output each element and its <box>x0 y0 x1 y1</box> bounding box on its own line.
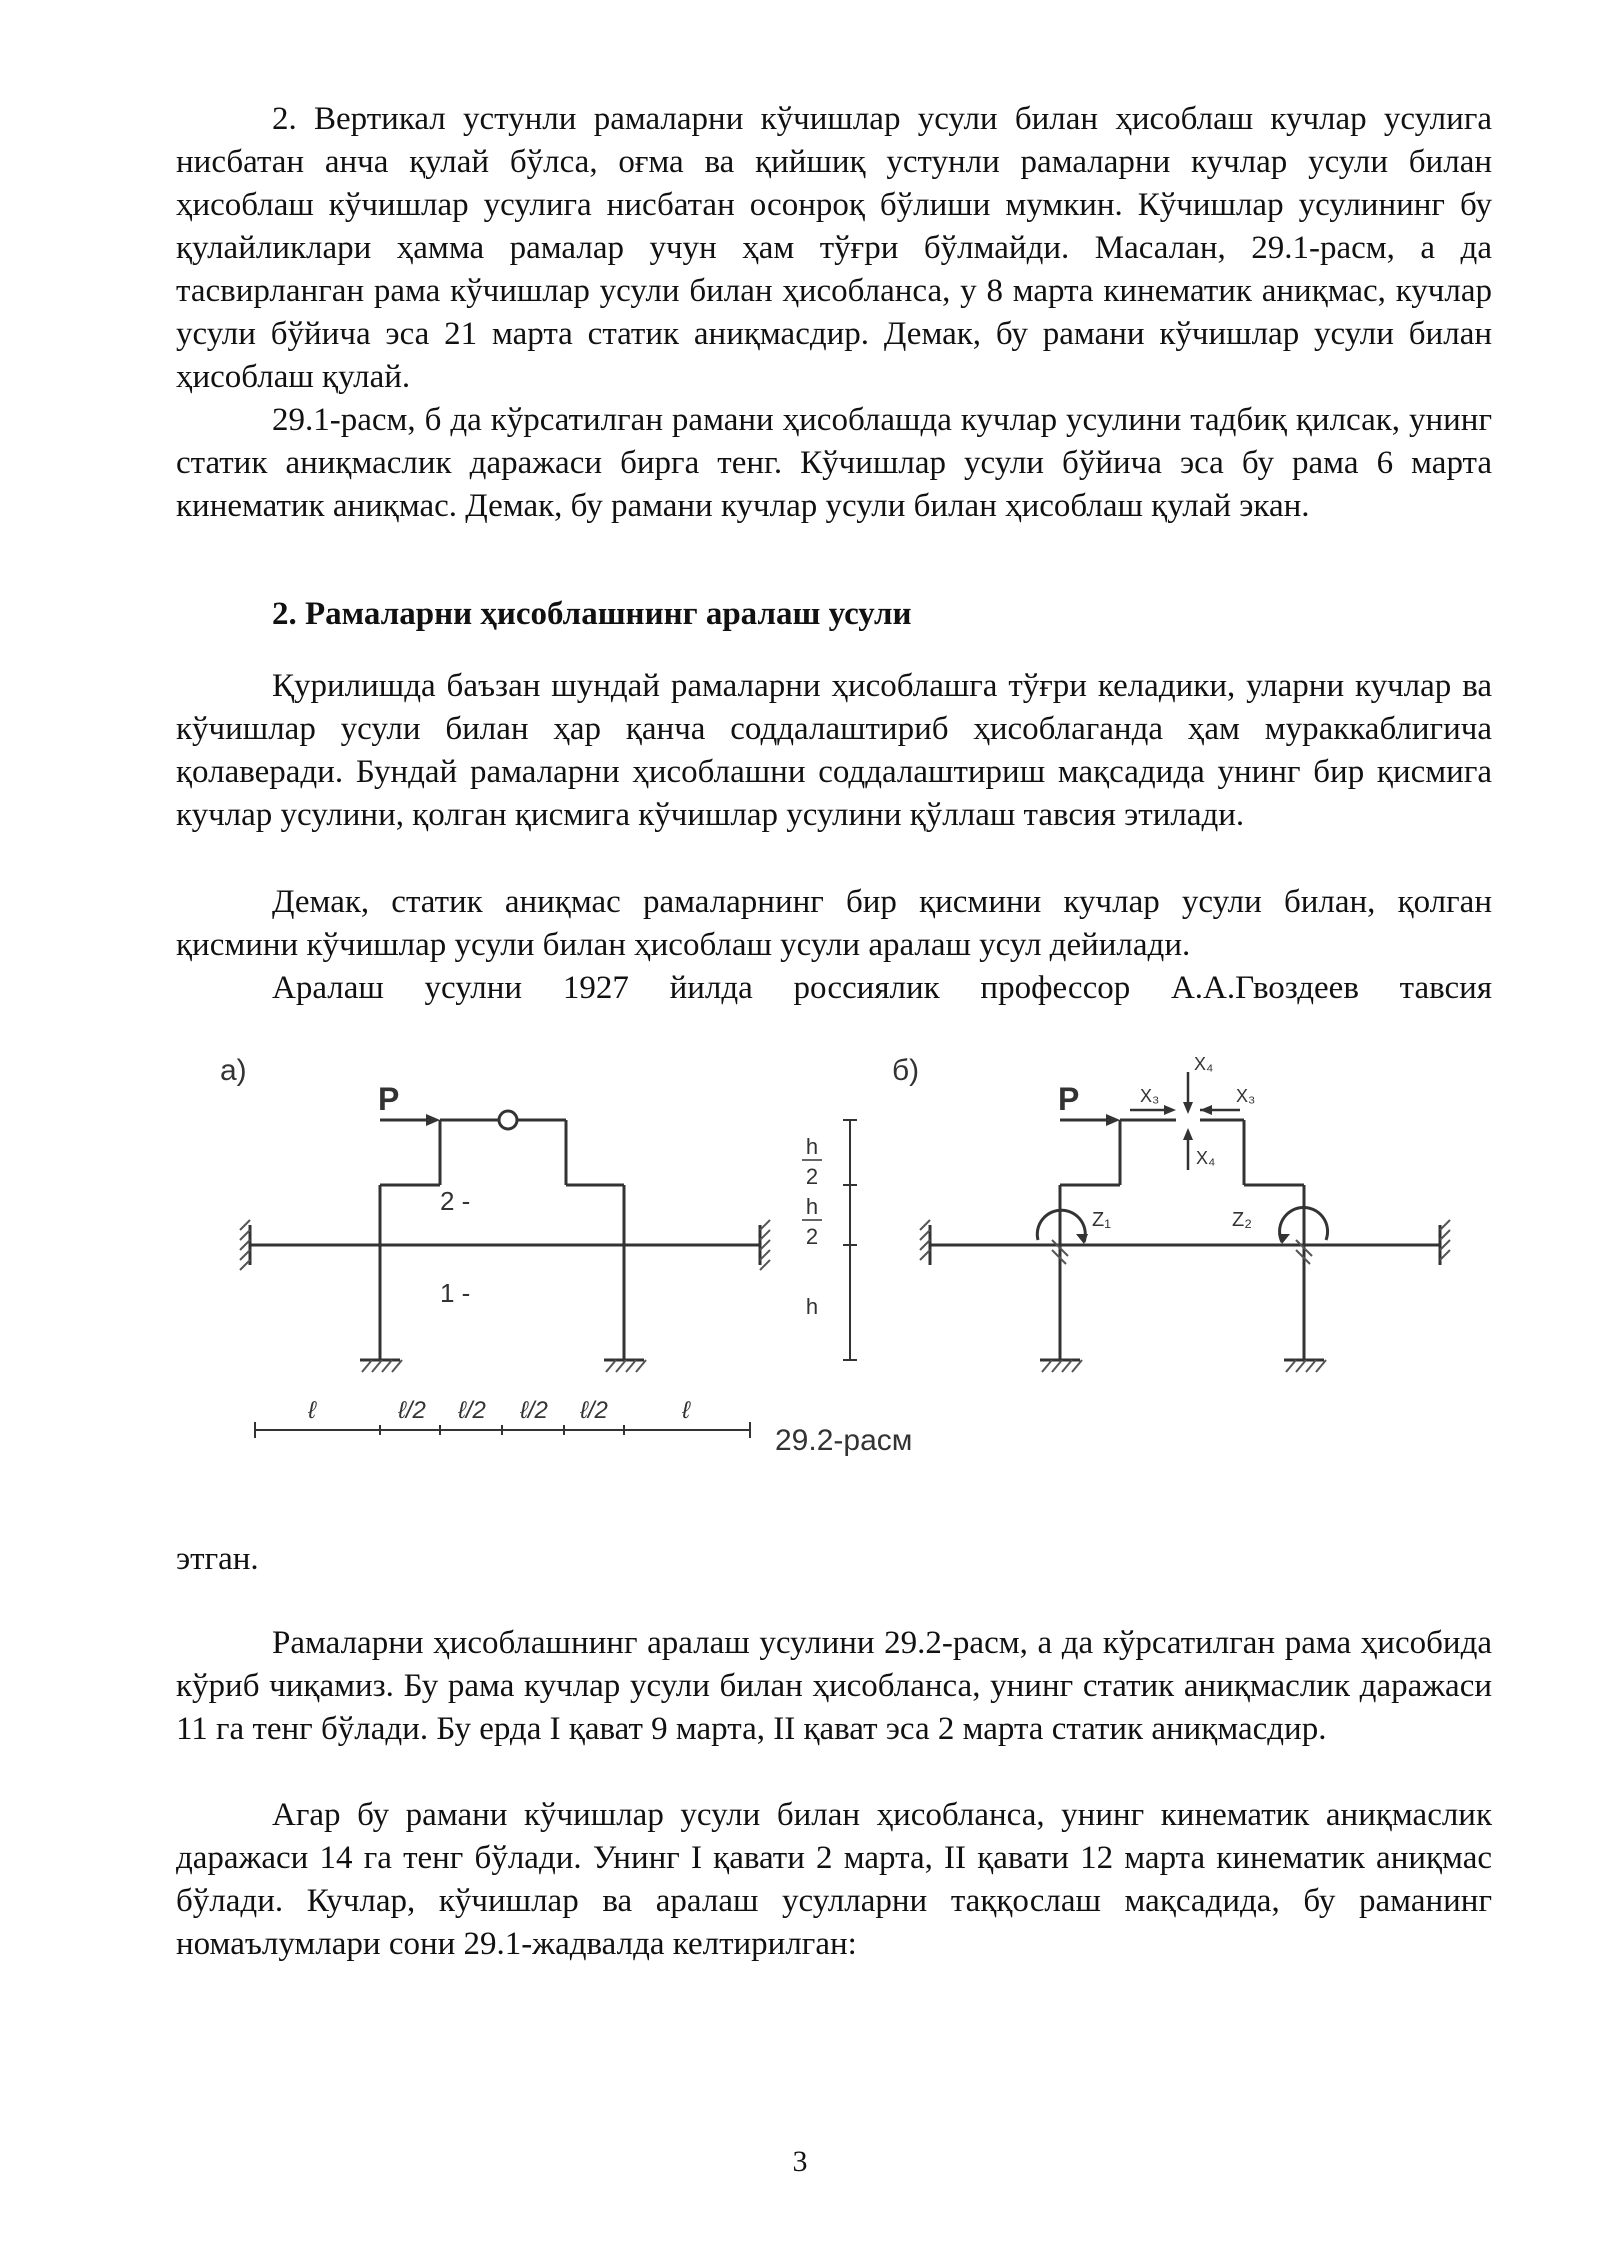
z2-label: Z₂ <box>1232 1209 1252 1231</box>
x4-bottom-label: X₄ <box>1196 1148 1216 1168</box>
dim-l2-1: ℓ/2 <box>398 1397 426 1424</box>
frame-figure-29-2 <box>200 1040 1480 1500</box>
paragraph-3: Қурилишда баъзан шундай рамаларни ҳисоблашга тўғри келадики, уларни кучлар ва кўчишлар усули билан ҳар қанча соддалаштириб ҳисоблаганда ҳам мураккаблигича қолаверади. Бундай рамаларни ҳисоблашни соддалаштириш мақсадида унинг бир қисмига кучлар усулини, қолган қисмига кўчишлар усулини қўллаш тавсия этилади. <box>176 668 1492 833</box>
dim-h-half-bot-num: h <box>805 1194 819 1219</box>
dim-h-half-bot-den: 2 <box>805 1224 819 1249</box>
dim-h-half-top-num: h <box>805 1134 819 1159</box>
x3-left-label: X₃ <box>1140 1086 1160 1106</box>
storey-1-label: 1 - <box>440 1278 471 1308</box>
frame-a-hinge <box>499 1111 517 1129</box>
figure-caption: 29.2-расм <box>775 1424 913 1457</box>
x3-right-label: X₃ <box>1236 1086 1256 1106</box>
label-a: а) <box>220 1054 247 1087</box>
dim-l-left: ℓ <box>308 1397 316 1424</box>
storey-2-label: 2 - <box>440 1186 471 1216</box>
paragraph-1: 2. Вертикал устунли рамаларни кўчишлар усули билан ҳисоблаш кучлар усулига нисбатан анча қулай бўлса, оғма ва қийшиқ устунли рамаларни кучлар усули билан ҳисоблаш кўчишлар усулига нисбатан осонроқ бўлиши мумкин. Кўчишлар усулининг бу қулайликлари ҳамма рамалар учун ҳам тўғри бўлмайди. Масалан, 29.1-расм, а да тасвирланган рама кўчишлар усули билан ҳисобланса, у 8 марта кинематик аниқмас, кучлар усули бўйича эса 21 марта статик аниқмасдир. Демак, бу рамани кўчишлар усули билан ҳисоблаш қулай. <box>176 101 1492 395</box>
paragraph-6: Рамаларни ҳисоблашнинг аралаш усулини 29.2-расм, а да кўрсатилган рама ҳисобида кўриб чиқамиз. Бу рама кучлар усули билан ҳисобланса, унинг статик аниқмаслик даражаси 11 га тенг бўлади. Бу ерда I қават 9 марта, II қават эса 2 марта статик аниқмасдир. <box>176 1625 1492 1747</box>
dim-l2-2: ℓ/2 <box>458 1397 486 1424</box>
load-label-a: P <box>378 1081 400 1117</box>
paragraph-5: Аралаш усулни 1927 йилда россиялик профессор А.А.Гвоздеев тавсия <box>272 970 1492 1006</box>
page-number: 3 <box>792 2145 808 2178</box>
paragraph-7: Агар бу рамани кўчишлар усули билан ҳисобланса, унинг кинематик аниқмаслик даражаси 14 га тенг бўлади. Унинг I қавати 2 марта, II қавати 12 марта кинематик аниқмас бўлади. Кучлар, кўчишлар ва аралаш усулларни таққослаш мақсадида, бу раманинг номаълумлари сони 29.1-жадвалда келтирилган: <box>176 1797 1492 1962</box>
dim-l-right: ℓ <box>682 1397 690 1424</box>
paragraph-2: 29.1-расм, б да кўрсатилган рамани ҳисоблашда кучлар усулини тадбиқ қилсак, унинг статик аниқмаслик даражаси бирга тенг. Кўчишлар усули бўйича эса бу рама 6 марта кинематик аниқмас. Демак, бу рамани кучлар усули билан ҳисоблаш қулай экан. <box>176 402 1492 524</box>
x4-top-label: X₄ <box>1194 1054 1214 1074</box>
section-heading: 2. Рамаларни ҳисоблашнинг аралаш усули <box>272 596 912 632</box>
paragraph-5-tail: этган. <box>176 1541 259 1577</box>
z1-label: Z₁ <box>1092 1209 1111 1231</box>
dim-h-half-top-den: 2 <box>805 1164 819 1189</box>
dim-l2-4: ℓ/2 <box>580 1397 608 1424</box>
load-label-b: P <box>1058 1081 1080 1117</box>
frame-diagram <box>200 1040 1480 1500</box>
dim-h: h <box>805 1294 819 1319</box>
label-b: б) <box>892 1054 920 1087</box>
dim-l2-3: ℓ/2 <box>520 1397 548 1424</box>
paragraph-4: Демак, статик аниқмас рамаларнинг бир қисмини кучлар усули билан, қолган қисмини кўчишлар усули билан ҳисоблаш усули аралаш усул дейилади. <box>176 884 1492 963</box>
